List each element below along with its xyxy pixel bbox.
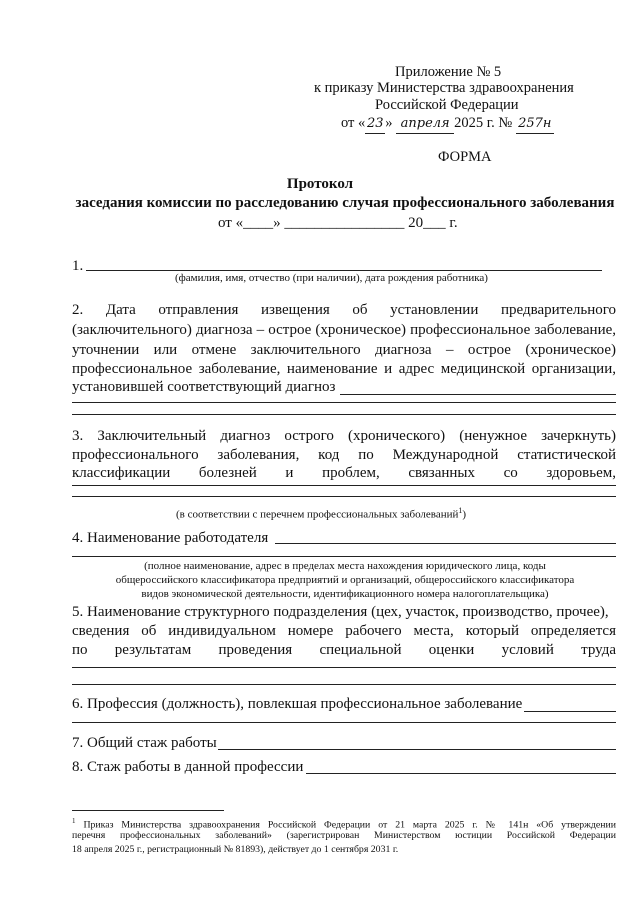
item-8-fill-line[interactable] — [306, 773, 616, 774]
footnote-text-1: Приказ Министерства здравоохранения Российской Федерации от 21 марта 2025 г. № 141н «Об утверждении — [83, 819, 616, 831]
item-4-caption-2: общероссийского классификатора предприятий и организаций, общероссийского классификатора — [115, 574, 575, 586]
item-3-caption-text: (в соответствии с перечнем профессиональных заболеваний — [176, 508, 459, 521]
item-4-label: 4. Наименование работодателя — [72, 530, 269, 546]
item-2-line-1: 2. Дата отправления извещения об установлении предварительного — [72, 302, 616, 318]
item-3-line-3: классификации болезней и проблем, связанных со здоровьем, — [72, 465, 616, 481]
item-3-fill-line-a[interactable] — [72, 485, 616, 486]
date-prefix: от « — [341, 115, 366, 131]
item-5-line-2: сведения об индивидуальном номере рабочего места, который определяется — [72, 623, 616, 639]
country-line: Российской Федерации — [375, 97, 519, 113]
item-6-fill-line-a[interactable] — [524, 711, 616, 712]
item-4-fill-line-a[interactable] — [275, 543, 616, 544]
item-8-label: 8. Стаж работы в данной профессии — [72, 759, 304, 775]
item-6-label: 6. Профессия (должность), повлекшая профессиональное заболевание — [72, 696, 523, 712]
item-2-line-5: установившей соответствующий диагноз — [72, 379, 336, 395]
protocol-subtitle: заседания комиссии по расследованию случая профессионального заболевания — [75, 195, 615, 211]
footnote-line-3: 18 апреля 2025 г., регистрационный № 81893), действует до 1 сентября 2031 г. — [72, 844, 399, 855]
item-4-caption-1: (полное наименование, адрес в пределах места нахождения юридического лица, коды — [144, 560, 546, 572]
item-5-line-1: 5. Наименование структурного подразделения (цех, участок, производство, прочее), — [72, 604, 609, 620]
item-5-fill-line-a[interactable] — [72, 667, 616, 668]
item-2-line-4: профессиональное заболевание, наименование и адрес медицинской организации, — [72, 361, 616, 377]
order-line: к приказу Министерства здравоохранения — [314, 80, 574, 96]
footnote-line-2: перечня профессиональных заболеваний» (зарегистрирован Министерством юстиции Российской Федерации — [72, 830, 616, 841]
date-day-handwritten: 23 — [365, 114, 385, 134]
item-2-fill-line-b[interactable] — [72, 402, 616, 403]
item-2-line-3: уточнении или отмене заключительного диагноза – острое (хроническое) — [72, 342, 616, 358]
item-1-caption: (фамилия, имя, отчество (при наличии), дата рождения работника) — [175, 272, 488, 284]
footnote-mark: 1 — [72, 817, 76, 825]
item-7-label: 7. Общий стаж работы — [72, 735, 217, 751]
item-3-line-1: 3. Заключительный диагноз острого (хронического) (ненужное зачеркнуть) — [72, 428, 616, 444]
date-month-handwritten: апреля — [396, 114, 454, 134]
form-label: ФОРМА — [438, 149, 492, 165]
item-3-footnote-ref[interactable]: 1 — [458, 506, 463, 515]
date-quote: » — [385, 115, 393, 131]
item-2-line-2: (заключительного) диагноза – острое (хроническое) профессиональное заболевание, — [72, 322, 616, 338]
item-3-fill-line-b[interactable] — [72, 496, 616, 497]
item-4-fill-line-b[interactable] — [72, 556, 616, 557]
item-5-fill-line-b[interactable] — [72, 684, 616, 685]
item-3-caption — [176, 504, 466, 522]
item-2-fill-line-a[interactable] — [340, 394, 616, 395]
footnote-separator — [72, 810, 224, 811]
item-2-fill-line-c[interactable] — [72, 414, 616, 415]
order-date-line — [341, 114, 554, 134]
protocol-title: Протокол — [286, 176, 354, 192]
item-1-number: 1. — [72, 258, 84, 274]
date-year: 2025 г. № — [454, 115, 513, 131]
item-7-fill-line[interactable] — [218, 749, 616, 750]
item-6-fill-line-b[interactable] — [72, 722, 616, 723]
item-5-line-3: по результатам проведения специальной оценки условий труда — [72, 642, 616, 658]
item-4-caption-3: видов экономической деятельности, идентификационного номера налогоплательщика) — [141, 588, 549, 600]
order-number-handwritten: 257н — [516, 114, 554, 134]
item-3-caption-close: ) — [462, 508, 467, 521]
appendix-label: Приложение № 5 — [395, 64, 502, 80]
item-3-line-2: профессионального заболевания, код по Международной статистической — [72, 447, 616, 463]
protocol-date-line: от «____» ________________ 20___ г. — [218, 215, 458, 231]
